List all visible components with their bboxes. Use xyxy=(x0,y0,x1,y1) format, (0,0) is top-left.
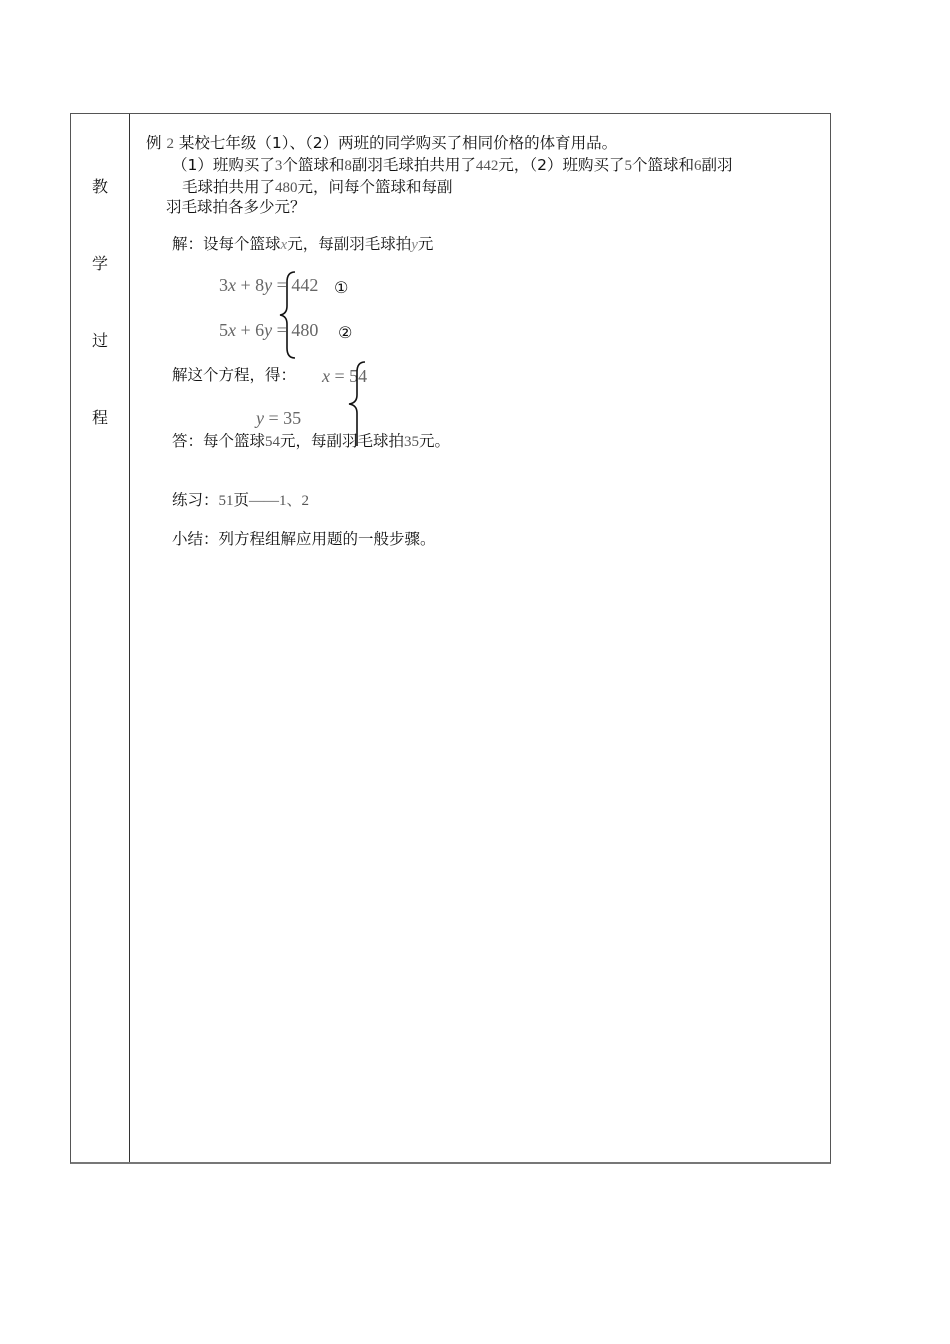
number: 5 xyxy=(624,158,633,174)
text: 元，每副羽毛球拍 xyxy=(287,235,412,253)
text: 元。 xyxy=(419,432,451,450)
equation-1: 3x + 8y = 442 xyxy=(219,275,319,295)
text: 例 xyxy=(146,134,162,152)
number: 35 xyxy=(404,434,420,450)
equation-marker-1: ① xyxy=(334,278,349,297)
text: 解：设每个篮球 xyxy=(172,235,281,253)
text: 副羽毛球拍共用了 xyxy=(351,156,476,174)
column-divider xyxy=(129,114,130,1162)
coef: 5 xyxy=(219,320,228,340)
coef: 3 xyxy=(219,275,228,295)
text: 某校七年级（1）、（2）两班的同学购买了相同价格的体育用品。 xyxy=(178,134,618,152)
number: ——1、2 xyxy=(249,493,310,509)
text: 个篮球和 xyxy=(632,156,695,174)
practice-line xyxy=(172,493,309,509)
text: 页 xyxy=(233,491,250,509)
solution-setup xyxy=(172,237,433,253)
example-line-3 xyxy=(182,180,453,196)
number: 8 xyxy=(344,158,352,174)
example-line-4: 羽毛球拍各多少元？ xyxy=(166,198,306,216)
side-label-char: 教 xyxy=(92,177,109,196)
example-number: 2 xyxy=(166,136,174,152)
number: 480 xyxy=(275,180,298,196)
example-line-1 xyxy=(146,136,617,152)
rhs: 480 xyxy=(291,320,319,340)
side-label-char: 过 xyxy=(92,331,109,350)
number: 6 xyxy=(694,158,702,174)
text: （1）班购买了 xyxy=(172,156,275,174)
coef: 8 xyxy=(255,275,265,295)
summary-line: 小结：列方程组解应用题的一般步骤。 xyxy=(172,530,436,548)
text: 毛球拍共用了 xyxy=(182,178,276,196)
solution-x: x = 54 xyxy=(322,366,368,386)
solve-label: 解这个方程，得： xyxy=(172,366,297,384)
text: 副羽 xyxy=(701,156,733,174)
text: 个篮球和 xyxy=(282,156,345,174)
number: 442 xyxy=(475,158,499,174)
text: 元，每副羽毛球拍 xyxy=(280,432,405,450)
equation-2: 5x + 6y = 480 xyxy=(219,320,319,340)
number: 51 xyxy=(218,493,234,509)
text: 练习： xyxy=(172,491,219,509)
variable-x: x xyxy=(280,237,288,253)
text: 元，（2）班购买了 xyxy=(498,156,625,174)
text: 元 xyxy=(417,235,434,253)
number: 3 xyxy=(274,158,283,174)
number: 54 xyxy=(265,434,281,450)
equation-marker-2: ② xyxy=(338,323,353,342)
lesson-table xyxy=(70,113,831,1164)
answer-line xyxy=(172,434,450,450)
left-brace-icon xyxy=(277,270,297,360)
side-label-char: 学 xyxy=(92,254,109,273)
side-label-char: 程 xyxy=(92,408,109,427)
text: 元，问每个篮球和每副 xyxy=(297,178,453,196)
example-line-2 xyxy=(172,158,733,174)
solution-y: y = 35 xyxy=(256,408,302,428)
variable-y: y xyxy=(411,237,418,253)
coef: 6 xyxy=(255,320,265,340)
text: 答：每个篮球 xyxy=(172,432,266,450)
rhs: 442 xyxy=(291,275,319,295)
